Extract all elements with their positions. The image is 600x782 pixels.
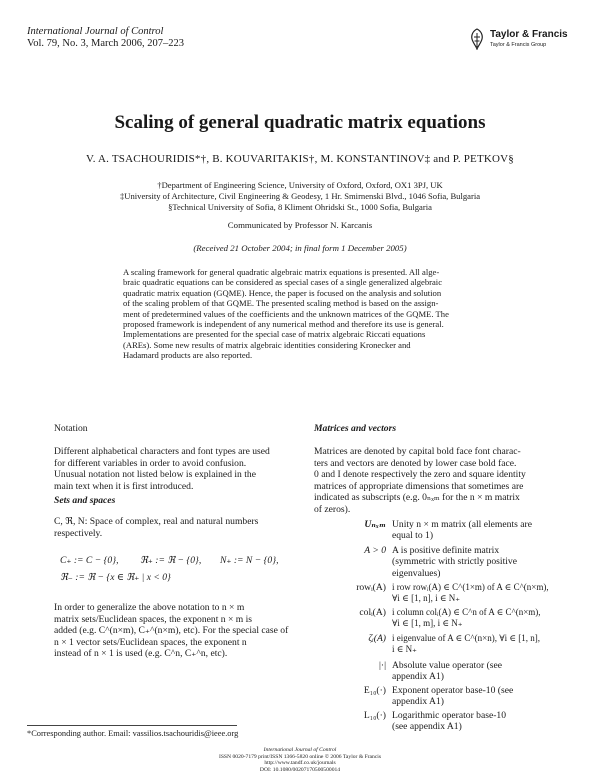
abstract-line: Implementations are presented for the special case of matrix algebraic Riccati equations — [123, 329, 426, 340]
matrices-intro-line: 0 and I denote respectively the zero and square identity — [314, 469, 526, 481]
notation-text — [54, 446, 308, 492]
publication-url: http://www.tandf.co.uk/journals — [264, 760, 336, 767]
set-def-complex: C₊ := C − {0}, — [60, 555, 119, 566]
abstract-line: of the scaling problem of that GQME. The presented scaling method is based on the assign- — [123, 298, 439, 309]
definition-desc-line: equal to 1) — [392, 530, 434, 542]
notation-line: for different variables in order to avoid confusion. — [54, 457, 247, 469]
publisher-logo-icon — [468, 28, 486, 50]
definition-desc-line: (see appendix A1) — [392, 721, 462, 733]
matrices-intro — [314, 446, 552, 516]
abstract-line: Hadamard products are also reported. — [123, 350, 253, 361]
definition-desc-line: Absolute value operator (see — [392, 660, 503, 671]
definition-desc-line: eigenvalues) — [392, 567, 441, 579]
corresponding-author-footnote: *Corresponding author. Email: vassilios.tsachouridis@ieee.org — [27, 729, 239, 738]
generalization-line: n × 1 vector sets/Euclidean spaces, the exponent n — [54, 636, 247, 648]
set-def-nonneg-real: ℜ₋ := ℜ − {x ∈ ℜ₊ | x < 0} — [60, 572, 171, 583]
definition-symbol: rowᵢ(A) — [356, 582, 386, 593]
generalization-text — [54, 602, 308, 660]
matrices-intro-line: indicated as subscripts (e.g. 0ₙₓₘ for the n × m matrix — [314, 492, 520, 504]
matrices-intro-line: Matrices are denoted by capital bold face font charac- — [314, 446, 521, 457]
sets-line: respectively. — [54, 527, 103, 539]
definition-symbol: A > 0 — [364, 545, 386, 556]
abstract-line: A scaling framework for general quadratic algebraic matrix equations is presented. All alge- — [123, 267, 440, 277]
generalization-line: matrix sets/Euclidean spaces, the exponent n × m is — [54, 613, 253, 625]
definition-symbol: |·| — [378, 660, 386, 671]
publisher-group: Taylor & Francis Group — [490, 42, 547, 48]
definition-symbol: ζᵢ(A) — [368, 633, 386, 644]
definition-desc-line: Exponent operator base-10 (see — [392, 685, 514, 696]
set-def-natural: N₊ := N − {0}, — [220, 555, 279, 566]
authors: V. A. TSACHOURIDIS*†, B. KOUVARITAKIS†, M. KONSTANTINOV‡ and P. PETKOV§ — [85, 153, 515, 165]
footnote-rule — [27, 725, 237, 726]
sets-heading: Sets and spaces — [54, 495, 116, 506]
definition-symbol: Uₙₓₘ — [364, 519, 386, 530]
publisher-name: Taylor & Francis — [490, 29, 568, 40]
definition-desc-line: appendix A1) — [392, 696, 444, 708]
generalization-line: In order to generalize the above notation to n × m — [54, 602, 245, 613]
matrices-intro-line: ters and vectors are denoted by lower case bold face. — [314, 457, 517, 469]
definition-desc-line: i eigenvalue of A ∈ C^(n×n), ∀i ∈ [1, n], — [392, 633, 541, 643]
notation-line: Different alphabetical characters and font types are used — [54, 446, 270, 457]
notation-line: Unusual notation not listed below is explained in the — [54, 469, 256, 481]
journal-issue: Vol. 79, No. 3, March 2006, 207–223 — [27, 38, 185, 49]
notation-line: main text when it is first introduced. — [54, 480, 194, 492]
definition-desc-line: ∀i ∈ [1, m], i ∈ N₊ — [392, 618, 463, 629]
affiliations — [0, 180, 600, 213]
abstract-line: quadratic matrix equation (GQME). Hence, the paper is focused on the analysis and solution — [123, 287, 442, 298]
definition-desc-line: appendix A1) — [392, 671, 444, 683]
affiliation-1: †Department of Engineering Science, University of Oxford, Oxford, OX1 3PJ, UK — [157, 180, 443, 190]
definition-desc-line: i ∈ N₊ — [392, 644, 417, 655]
abstract — [123, 267, 483, 361]
abstract-line: braic quadratic equations can be considered as special cases of a single generalized algebraic — [123, 277, 443, 288]
definition-desc-line: Logarithmic operator base-10 — [392, 710, 507, 721]
affiliation-3: §Technical University of Sofia, 8 Kliment Ohridski St., 1000 Sofia, Bulgaria — [168, 202, 432, 212]
generalization-line: added (e.g. C^(n×m), C₊^(n×m), etc). For the special case of — [54, 625, 289, 637]
journal-name: International Journal of Control — [27, 26, 164, 37]
matrices-intro-line: matrices of appropriate dimensions that sometimes are — [314, 480, 524, 492]
set-def-real: ℜ₊ := ℜ − {0}, — [140, 555, 202, 566]
publication-doi: DOI: 10.1080/00207170500500014 — [259, 766, 341, 773]
generalization-line: instead of n × 1 is used (e.g. C^n, C₊^n, etc). — [54, 648, 228, 660]
definition-symbol: L₁₀(·) — [363, 710, 386, 721]
definition-desc-line: Unity n × m matrix (all elements are — [392, 519, 532, 530]
received-dates: (Received 21 October 2004; in final form 1 December 2005) — [193, 243, 407, 253]
paper-title: Scaling of general quadratic matrix equations — [114, 112, 486, 133]
definition-symbol: E₁₀(·) — [363, 685, 386, 696]
matrices-intro-line: of zeros). — [314, 503, 351, 515]
definition-desc-line: i row rowᵢ(A) ∈ C^(1×m) of A ∈ C^(n×m), — [392, 582, 549, 592]
publisher-logo — [468, 26, 578, 54]
communicated-by: Communicated by Professor N. Karcanis — [227, 220, 373, 230]
journal-header — [27, 26, 184, 50]
abstract-line: ment of predetermined values of the coefficients and the unknown matrices of the GQME. The — [123, 308, 449, 319]
matrices-heading: Matrices and vectors — [314, 423, 397, 434]
definition-desc-line: (symmetric with strictly positive — [392, 556, 517, 568]
definition-desc-line: i column colᵢ(A) ∈ C^n of A ∈ C^(n×m), — [392, 607, 541, 617]
abstract-line: proposed framework is independent of any numerical method and therefore its use is general. — [123, 319, 444, 330]
sets-line: C, ℜ, N: Space of complex, real and natural numbers — [54, 516, 259, 527]
publication-info — [0, 747, 600, 773]
definition-desc-line: ∀i ∈ [1, n], i ∈ N₊ — [392, 593, 461, 604]
publication-journal: International Journal of Control — [263, 747, 337, 753]
sets-text — [54, 516, 308, 539]
definition-desc-line: A is positive definite matrix — [392, 545, 500, 556]
affiliation-2: ‡University of Architecture, Civil Engineering & Geodesy, 1 Hr. Smirnenski Blvd., 1046 Sofia, Bulgaria — [119, 191, 481, 201]
abstract-line: (AREs). Some new results of matrix algebraic identities considering Kronecker and — [123, 339, 411, 350]
publication-issn: ISSN 0020-7179 print/ISSN 1366-5820 online © 2006 Taylor & Francis — [218, 753, 382, 760]
notation-heading: Notation — [54, 423, 88, 434]
definition-symbol: colᵢ(A) — [359, 607, 386, 618]
